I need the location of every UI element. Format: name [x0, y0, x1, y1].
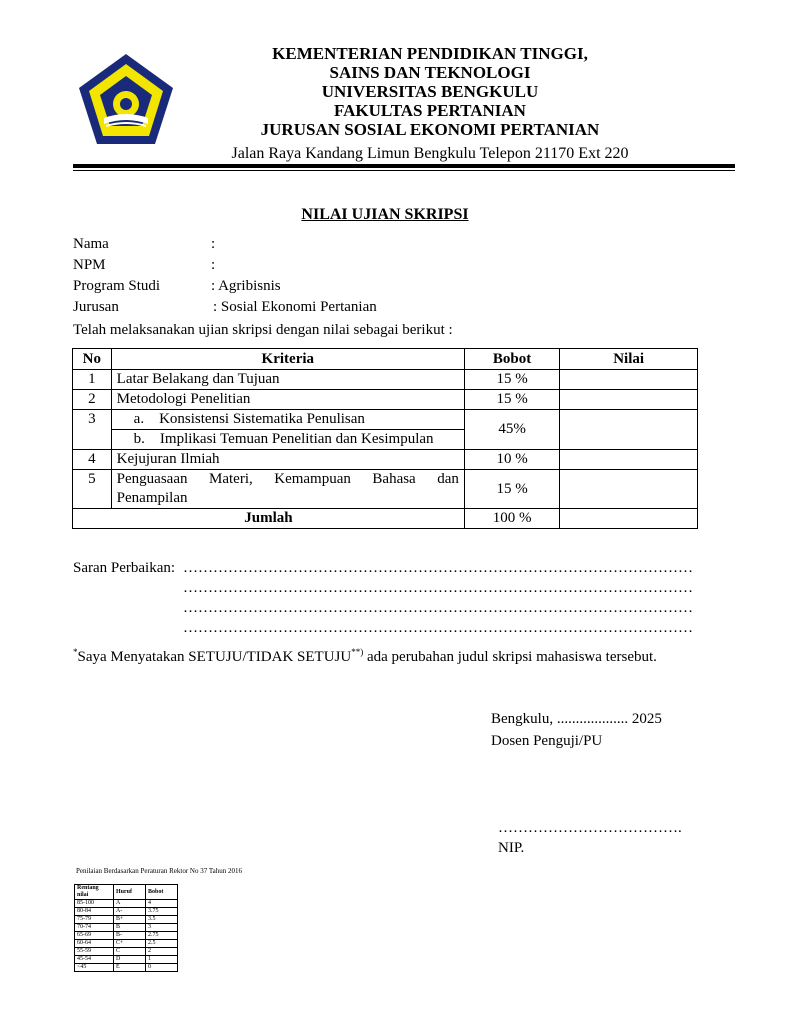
scale-weight: 2.5 — [146, 940, 178, 948]
nilai-cell[interactable] — [560, 390, 698, 410]
scale-range: 80-84 — [75, 908, 114, 916]
scale-letter: E — [114, 964, 146, 972]
header-bobot: Bobot — [464, 349, 559, 370]
place-date: Bengkulu, ................... 2025 — [491, 711, 662, 727]
row-no: 2 — [73, 390, 112, 410]
header-rule-thin — [73, 170, 735, 171]
scale-weight: 3 — [146, 924, 178, 932]
row-kriteria: Kejujuran Ilmiah — [111, 450, 464, 470]
scale-row — [75, 940, 178, 948]
scale-range: 85-100 — [75, 900, 114, 908]
scale-header: Huruf — [114, 885, 146, 900]
scale-row — [75, 916, 178, 924]
field-value[interactable]: : — [211, 236, 216, 252]
scale-range: 70-74 — [75, 924, 114, 932]
scale-letter: C — [114, 948, 146, 956]
intro-text: Telah melaksanakan ujian skripsi dengan nilai sebagai berikut : — [73, 322, 453, 338]
row-kriteria-sub-a: a. Konsistensi Sistematika Penulisan — [111, 410, 464, 430]
reference-note: Penilaian Berdasarkan Peraturan Rektor No 37 Tahun 2016 — [76, 867, 242, 875]
table-row — [73, 470, 698, 509]
statement-text-1: Saya Menyatakan SETUJU/TIDAK SETUJU — [77, 649, 352, 665]
row-bobot: 10 % — [464, 450, 559, 470]
footnote-mark-1: * — [73, 647, 78, 657]
header-kriteria: Kriteria — [111, 349, 464, 370]
approval-statement — [73, 647, 657, 666]
scale-letter: C+ — [114, 940, 146, 948]
row-bobot: 15 % — [464, 370, 559, 390]
nilai-cell[interactable] — [560, 450, 698, 470]
field-label: Nama — [73, 236, 109, 252]
scale-weight: 3.75 — [146, 908, 178, 916]
scale-row — [75, 932, 178, 940]
scale-range: 45-54 — [75, 956, 114, 964]
header-line-1: KEMENTERIAN PENDIDIKAN TINGGI, — [272, 44, 588, 63]
document-title: NILAI UJIAN SKRIPSI — [301, 206, 469, 223]
field-label: Jurusan — [73, 299, 119, 315]
nip-label: NIP. — [498, 840, 525, 856]
scale-range: <45 — [75, 964, 114, 972]
university-logo — [76, 52, 176, 148]
row-bobot: 45% — [464, 410, 559, 450]
signature-line-block — [498, 818, 682, 858]
scale-letter: B- — [114, 932, 146, 940]
row-no: 4 — [73, 450, 112, 470]
scale-range: 75-79 — [75, 916, 114, 924]
row-kriteria: Latar Belakang dan Tujuan — [111, 370, 464, 390]
scale-range: 60-64 — [75, 940, 114, 948]
scale-letter: A — [114, 900, 146, 908]
row-kriteria-sub-b: b. Implikasi Temuan Penelitian dan Kesimpulan — [111, 430, 464, 450]
nilai-cell[interactable] — [560, 370, 698, 390]
scale-header-row — [75, 885, 178, 900]
scale-letter: B — [114, 924, 146, 932]
header-line-2: SAINS DAN TEKNOLOGI — [329, 63, 531, 82]
field-label: Program Studi — [73, 278, 161, 294]
institution-header — [190, 44, 670, 139]
scale-weight: 3.5 — [146, 916, 178, 924]
header-rule-thick — [73, 164, 735, 168]
saran-section — [73, 558, 693, 638]
header-line-4: FAKULTAS PERTANIAN — [334, 101, 526, 120]
header-no: No — [73, 349, 112, 370]
table-row — [73, 410, 698, 430]
scale-weight: 0 — [146, 964, 178, 972]
saran-dots[interactable]: ………………………………………………………………………………………… — [183, 600, 693, 616]
scale-letter: D — [114, 956, 146, 964]
row-no: 1 — [73, 370, 112, 390]
row-kriteria: Penguasaan Materi, Kemampuan Bahasa dan Penampilan — [111, 470, 464, 509]
nilai-cell[interactable] — [560, 470, 698, 509]
scale-row — [75, 964, 178, 972]
scale-weight: 1 — [146, 956, 178, 964]
saran-line — [73, 578, 693, 598]
university-seal-icon — [76, 52, 176, 148]
field-value[interactable]: : Agribisnis — [211, 278, 281, 294]
header-nilai: Nilai — [560, 349, 698, 370]
scale-row — [75, 924, 178, 932]
scale-header: Bobot — [146, 885, 178, 900]
field-value[interactable]: : — [211, 257, 216, 273]
scale-row — [75, 908, 178, 916]
field-label: NPM — [73, 257, 106, 273]
row-no: 5 — [73, 470, 112, 509]
table-total-row — [73, 509, 698, 529]
total-bobot: 100 % — [464, 509, 559, 529]
table-row — [73, 450, 698, 470]
saran-line — [73, 558, 693, 578]
header-line-5: JURUSAN SOSIAL EKONOMI PERTANIAN — [260, 120, 600, 139]
signer-role: Dosen Penguji/PU — [491, 733, 603, 749]
grade-scale-table — [74, 884, 178, 972]
table-row — [73, 390, 698, 410]
saran-label: Saran Perbaikan: — [73, 560, 176, 576]
row-bobot: 15 % — [464, 470, 559, 509]
row-kriteria: Metodologi Penelitian — [111, 390, 464, 410]
scale-weight: 4 — [146, 900, 178, 908]
row-no: 3 — [73, 410, 112, 450]
scale-row — [75, 956, 178, 964]
saran-line — [73, 618, 693, 638]
total-nilai-cell[interactable] — [560, 509, 698, 529]
saran-dots[interactable]: ………………………………………………………………………………………… — [183, 620, 693, 636]
table-header-row — [73, 349, 698, 370]
scale-row — [75, 948, 178, 956]
scale-letter: B+ — [114, 916, 146, 924]
scale-row — [75, 900, 178, 908]
scale-range: 65-69 — [75, 932, 114, 940]
saran-dots[interactable]: ………………………………………………………………………………………… — [183, 560, 693, 576]
grading-table — [72, 348, 698, 529]
row-bobot: 15 % — [464, 390, 559, 410]
signature-line: ………………………………. — [498, 820, 682, 836]
scale-range: 55-59 — [75, 948, 114, 956]
scale-header: Rentang nilai — [75, 885, 114, 900]
footnote-mark-2: **) — [351, 647, 364, 657]
scale-letter: A- — [114, 908, 146, 916]
scale-weight: 2.75 — [146, 932, 178, 940]
scale-weight: 2 — [146, 948, 178, 956]
saran-dots[interactable]: ………………………………………………………………………………………… — [183, 580, 693, 596]
field-value[interactable]: : Sosial Ekonomi Pertanian — [213, 299, 377, 315]
saran-line — [73, 598, 693, 618]
nilai-cell[interactable] — [560, 410, 698, 450]
institution-address: Jalan Raya Kandang Limun Bengkulu Telepon 21170 Ext 220 — [231, 145, 629, 162]
header-line-3: UNIVERSITAS BENGKULU — [321, 82, 539, 101]
signature-block — [491, 708, 662, 752]
statement-text-2: ada perubahan judul skripsi mahasiswa tersebut. — [363, 649, 657, 665]
table-row — [73, 370, 698, 390]
total-label: Jumlah — [73, 509, 465, 529]
